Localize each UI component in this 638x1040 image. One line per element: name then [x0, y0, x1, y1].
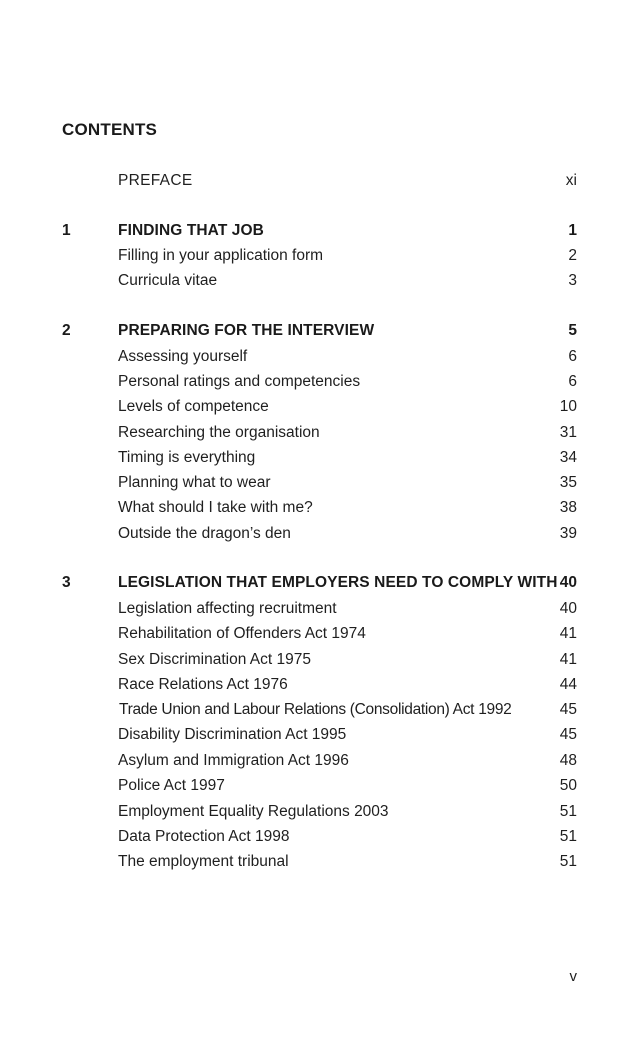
- toc-section-entry[interactable]: [0, 497, 638, 519]
- page-number: v: [569, 968, 577, 985]
- toc-entry-title: Researching the organisation: [118, 424, 320, 441]
- toc-chapter-2[interactable]: [0, 320, 638, 342]
- toc-entry-page: 41: [559, 625, 577, 642]
- toc-section-entry[interactable]: [0, 598, 638, 620]
- toc-chapter-1[interactable]: [0, 220, 638, 242]
- toc-entry-title: Police Act 1997: [118, 777, 225, 794]
- toc-entry-page: 39: [559, 525, 577, 542]
- toc-entry-title: Filling in your application form: [118, 247, 324, 264]
- toc-section-entry[interactable]: [0, 371, 638, 393]
- toc-section-entry[interactable]: [0, 674, 638, 696]
- toc-entry-page: 6: [568, 373, 577, 390]
- toc-preface-entry[interactable]: [0, 170, 638, 192]
- toc-section-entry[interactable]: [0, 775, 638, 797]
- toc-entry-page: 38: [559, 499, 577, 516]
- toc-entry-title: PREFACE: [118, 172, 193, 189]
- toc-section-entry[interactable]: [0, 523, 638, 545]
- toc-chapter-number: 1: [62, 222, 71, 239]
- toc-entry-title: What should I take with me?: [118, 499, 313, 516]
- toc-chapter-number: 3: [62, 574, 71, 591]
- toc-section-entry[interactable]: [0, 699, 638, 721]
- toc-entry-page: 41: [559, 651, 577, 668]
- toc-entry-title: Disability Discrimination Act 1995: [118, 726, 347, 743]
- toc-chapter-title: FINDING THAT JOB: [118, 222, 264, 239]
- toc-entry-title: Levels of competence: [118, 398, 269, 415]
- toc-entry-page: 35: [559, 474, 577, 491]
- toc-entry-page: 48: [559, 752, 577, 769]
- toc-entry-page: 40: [559, 600, 577, 617]
- toc-section-entry[interactable]: [0, 649, 638, 671]
- toc-entry-page: xi: [565, 172, 577, 189]
- toc-entry-title: Curricula vitae: [118, 272, 218, 289]
- toc-entry-title: Rehabilitation of Offenders Act 1974: [118, 625, 366, 642]
- toc-section-entry[interactable]: [0, 270, 638, 292]
- contents-heading: CONTENTS: [62, 120, 158, 139]
- toc-section-entry[interactable]: [0, 245, 638, 267]
- toc-section-entry[interactable]: [0, 346, 638, 368]
- toc-entry-page: 44: [559, 676, 577, 693]
- toc-section-entry[interactable]: [0, 422, 638, 444]
- toc-entry-title: The employment tribunal: [118, 853, 289, 870]
- toc-entry-page: 6: [568, 348, 577, 365]
- toc-entry-page: 3: [568, 272, 577, 289]
- toc-entry-title: Asylum and Immigration Act 1996: [118, 752, 349, 769]
- toc-section-entry[interactable]: [0, 623, 638, 645]
- toc-chapter-page: 40: [559, 574, 577, 591]
- toc-entry-title: Legislation affecting recruitment: [118, 600, 337, 617]
- toc-chapter-page: 5: [568, 322, 577, 339]
- toc-section-entry[interactable]: [0, 472, 638, 494]
- toc-entry-title: Data Protection Act 1998: [118, 828, 290, 845]
- toc-entry-page: 45: [559, 701, 577, 718]
- toc-entry-title: Race Relations Act 1976: [118, 676, 288, 693]
- toc-section-entry[interactable]: [0, 826, 638, 848]
- toc-entry-title: Outside the dragon’s den: [118, 525, 291, 542]
- toc-entry-title: Sex Discrimination Act 1975: [118, 651, 311, 668]
- toc-entry-page: 51: [559, 803, 577, 820]
- toc-chapter-number: 2: [62, 322, 71, 339]
- toc-chapter-page: 1: [568, 222, 577, 239]
- toc-entry-page: 45: [559, 726, 577, 743]
- toc-section-entry[interactable]: [0, 801, 638, 823]
- toc-chapter-title: PREPARING FOR THE INTERVIEW: [118, 322, 375, 339]
- toc-entry-page: 34: [559, 449, 577, 466]
- toc-chapter-title: LEGISLATION THAT EMPLOYERS NEED TO COMPLY WITH: [118, 574, 558, 591]
- toc-entry-title: Trade Union and Labour Relations (Consolidation) Act 1992: [119, 701, 512, 718]
- toc-entry-title: Planning what to wear: [118, 474, 271, 491]
- toc-chapter-3[interactable]: [0, 572, 638, 594]
- toc-entry-title: Personal ratings and competencies: [118, 373, 361, 390]
- toc-entry-title: Assessing yourself: [118, 348, 248, 365]
- toc-section-entry[interactable]: [0, 724, 638, 746]
- toc-entry-page: 51: [559, 828, 577, 845]
- toc-entry-page: 2: [568, 247, 577, 264]
- toc-section-entry[interactable]: [0, 396, 638, 418]
- toc-entry-page: 31: [559, 424, 577, 441]
- toc-entry-page: 10: [559, 398, 577, 415]
- toc-section-entry[interactable]: [0, 447, 638, 469]
- toc-entry-title: Timing is everything: [118, 449, 256, 466]
- toc-entry-page: 50: [559, 777, 577, 794]
- toc-section-entry[interactable]: [0, 750, 638, 772]
- toc-section-entry[interactable]: [0, 851, 638, 873]
- toc-entry-page: 51: [559, 853, 577, 870]
- toc-entry-title: Employment Equality Regulations 2003: [118, 803, 389, 820]
